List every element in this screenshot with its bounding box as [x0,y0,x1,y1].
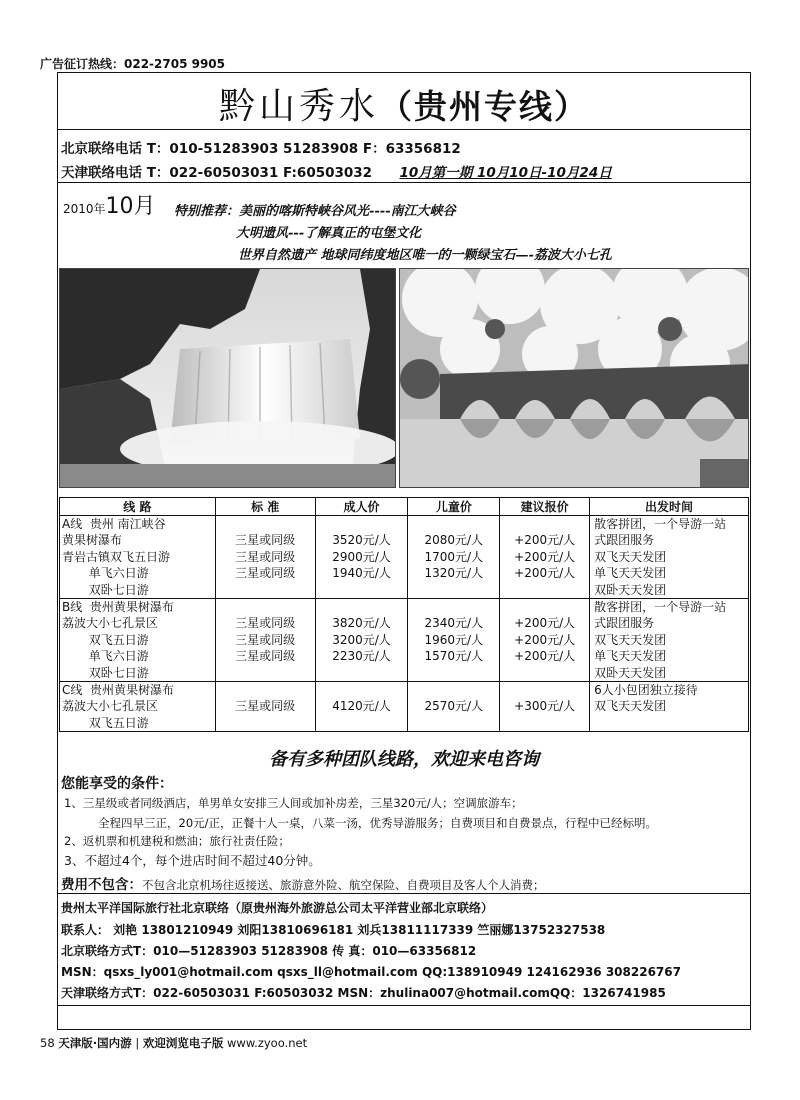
cell-line: 三星或同级 [235,632,296,647]
quote-cell [500,598,590,681]
cell-line: 双飞五日游 [62,632,149,647]
cell-line: 式跟团服务 [594,616,655,631]
cell-line: 2340元/人 [424,616,484,631]
cell-line [500,516,589,532]
col-header-route: 线 路 [60,498,216,516]
cell-line: 荔波大小七孔景区 [62,616,159,631]
departure-cell [590,681,749,731]
col-header-adult-price: 成人价 [315,498,408,516]
cell-line: 1320元/人 [424,566,484,581]
cell-line [216,665,315,681]
cell-line: 单飞六日游 [62,566,149,581]
cell-line: 4120元/人 [332,699,391,714]
cell-line: 双飞天天发团 [594,699,667,714]
table-row [60,516,749,599]
cell-line [408,682,499,698]
adult-price-cell [315,681,408,731]
include-item: 1、三星级或者同级酒店，单男单女安排三人间或加补房差，三星320元/人；空调旅游车； [64,796,523,810]
cell-line [408,599,499,615]
excludes-label: 费用不包含： [61,877,142,893]
stone-bridge-photo-icon [400,269,749,488]
cell-line: 1960元/人 [424,632,484,647]
cell-line [500,715,589,731]
divider [58,129,750,130]
table-row [60,681,749,731]
cell-line: 单飞天天发团 [594,649,667,664]
recommend-line-3: 世界自然遗产 地球同纬度地区唯一的一颗绿宝石—-荔波大小七孔 [238,248,612,263]
quote-cell [500,681,590,731]
agency-tianjin: 天津联络方式T：022-60503031 F:60503032 MSN：zhulina007@hotmail.comQQ：1326741985 [61,986,666,1000]
cell-line: 6人小包团独立接待 [594,682,698,697]
divider [58,1005,750,1006]
recommend-line-1: 特别推荐：美丽的喀斯特峡谷风光----南江大峡谷 [174,204,456,219]
route-price-table [59,497,749,732]
child-price-cell [408,681,500,731]
title-sub: （贵州专线） [379,87,589,126]
cell-line [216,516,315,532]
cell-line: 双卧天天发团 [594,582,667,597]
cell-line: +200元/人 [514,616,576,631]
ad-frame [57,72,751,1030]
agency-beijing: 北京联络方式T：010—51283903 51283908 传 真：010—63356812 [61,944,477,958]
adult-price-cell [315,516,408,599]
cell-line: 式跟团服务 [594,533,655,548]
cell-line: 双飞天天发团 [594,549,667,564]
cell-line: 荔波大小七孔景区 [62,699,159,714]
beijing-contact: 北京联络电话 T：010-51283903 51283908 F：63356812 [61,141,461,157]
standard-cell [215,598,315,681]
cell-line: 2900元/人 [332,549,391,564]
cell-line: 三星或同级 [235,533,296,548]
quote-cell [500,516,590,599]
cell-line: 单飞天天发团 [594,566,667,581]
cell-line: +200元/人 [514,632,576,647]
cell-line: 双飞天天发团 [594,632,667,647]
issue-month: 10月 [105,194,156,219]
cell-line [500,682,589,698]
cell-line: 2570元/人 [424,699,484,714]
cell-line [500,582,589,598]
child-price-cell [408,598,500,681]
col-header-quote: 建议报价 [500,498,590,516]
adult-price-cell [315,598,408,681]
cell-line: 3520元/人 [332,533,391,548]
include-item: 3、不超过4个，每个进店时间不超过40分钟。 [64,853,321,868]
cell-line [216,599,315,615]
tagline: 欢迎浏览电子版 [142,1036,224,1050]
cell-line: +200元/人 [514,566,576,581]
stone-bridge-photo [399,268,749,488]
title-main: 黔山秀水 [218,86,379,127]
cell-line: B线 贵州黄果树瀑布 [62,599,174,614]
cell-line: +300元/人 [514,699,576,714]
standard-cell [215,516,315,599]
cell-line [316,715,408,731]
site-url: www.zyoo.net [227,1036,308,1050]
cell-line [216,582,315,598]
cell-line: 散客拼团，一个导游一站 [594,517,727,531]
tianjin-contact-text: 天津联络电话 T：022-60503031 F:60503032 [61,165,373,181]
cell-line [500,599,589,615]
excludes [61,873,545,893]
waterfall-photo-icon [60,269,396,488]
cell-line: 3200元/人 [332,632,391,647]
departure-cell [590,598,749,681]
excludes-text: 不包含北京机场往返接送、旅游意外险、航空保险、自费项目及客人个人消费； [142,878,545,892]
cell-line: 黄果树瀑布 [62,533,123,548]
cell-line [408,715,499,731]
child-price-cell [408,516,500,599]
agency-msn: MSN：qsxs_ly001@hotmail.com qsxs_ll@hotmail.com QQ:138910949 124162936 308226767 [61,965,681,979]
cell-line: 双卧七日游 [62,665,149,680]
cell-line: 青岩古镇双飞五日游 [62,549,171,564]
table-row [60,598,749,681]
edition: 天津版·国内游 [58,1036,132,1050]
cell-line: 3820元/人 [332,616,391,631]
issue-date [63,189,156,220]
issue-info: 10月第一期 10月10日-10月24日 [399,165,612,181]
page-footer: 58 天津版·国内游 | 欢迎浏览电子版 www.zyoo.net [40,1036,308,1050]
cell-line: 三星或同级 [235,699,296,714]
more-routes-banner: 备有多种团队线路，欢迎来电咨询 [269,749,539,770]
cell-line: 双卧七日游 [62,582,149,597]
cell-line: 双卧天天发团 [594,665,667,680]
col-header-departure: 出发时间 [590,498,749,516]
page-title [58,78,750,129]
standard-cell [215,681,315,731]
cell-line [216,682,315,698]
include-item: 全程四早三正，20元/正，正餐十人一桌，八菜一汤，优秀导游服务；自费项目和自费景点，行程中已经标明。 [98,816,658,830]
route-cell [60,516,216,599]
divider [58,893,750,894]
includes-title: 您能享受的条件： [61,776,173,792]
issue-year: 2010年 [63,202,106,216]
cell-line [408,582,499,598]
cell-line: 1700元/人 [424,549,484,564]
cell-line [316,516,408,532]
divider [58,182,750,183]
col-header-child-price: 儿童价 [408,498,500,516]
cell-line: 2080元/人 [424,533,484,548]
cell-line [408,665,499,681]
route-cell [60,681,216,731]
cell-line [316,682,408,698]
cell-line: 1570元/人 [424,649,484,664]
cell-line: +200元/人 [514,533,576,548]
cell-line [316,665,408,681]
recommend-line-2: 大明遗风---了解真正的屯堡文化 [236,226,422,241]
table-header-row [60,498,749,516]
cell-line [500,665,589,681]
cell-line: 双飞五日游 [62,715,149,730]
cell-line: 三星或同级 [235,649,296,664]
cell-line [316,599,408,615]
agency-people: 联系人： 刘艳 13801210949 刘阳13810696181 刘兵13811117339 竺丽娜13752327538 [61,923,606,937]
cell-line [408,516,499,532]
cell-line: 单飞六日游 [62,649,149,664]
route-cell [60,598,216,681]
cell-line: +200元/人 [514,549,576,564]
cell-line [216,715,315,731]
include-item: 2、返机票和机建税和燃油；旅行社责任险； [64,834,290,848]
cell-line: 散客拼团，一个导游一站 [594,599,727,614]
agency-name: 贵州太平洋国际旅行社北京联络（原贵州海外旅游总公司太平洋营业部北京联络） [61,901,494,915]
cell-line: +200元/人 [514,649,576,664]
tianjin-contact [61,161,612,181]
cell-line [316,582,408,598]
cell-line: 三星或同级 [235,549,296,564]
departure-cell [590,516,749,599]
cell-line [590,715,748,731]
col-header-standard: 标 准 [215,498,315,516]
page-number: 58 [40,1036,55,1050]
cell-line: 1940元/人 [332,566,391,581]
cell-line: A线 贵州 南江峡谷 [62,517,166,531]
cell-line: 三星或同级 [235,616,296,631]
cell-line: C线 贵州黄果树瀑布 [62,682,175,697]
waterfall-photo [59,268,396,488]
cell-line: 三星或同级 [235,566,296,581]
ad-hotline: 广告征订热线：022-2705 9905 [40,57,226,71]
cell-line: 2230元/人 [332,649,391,664]
